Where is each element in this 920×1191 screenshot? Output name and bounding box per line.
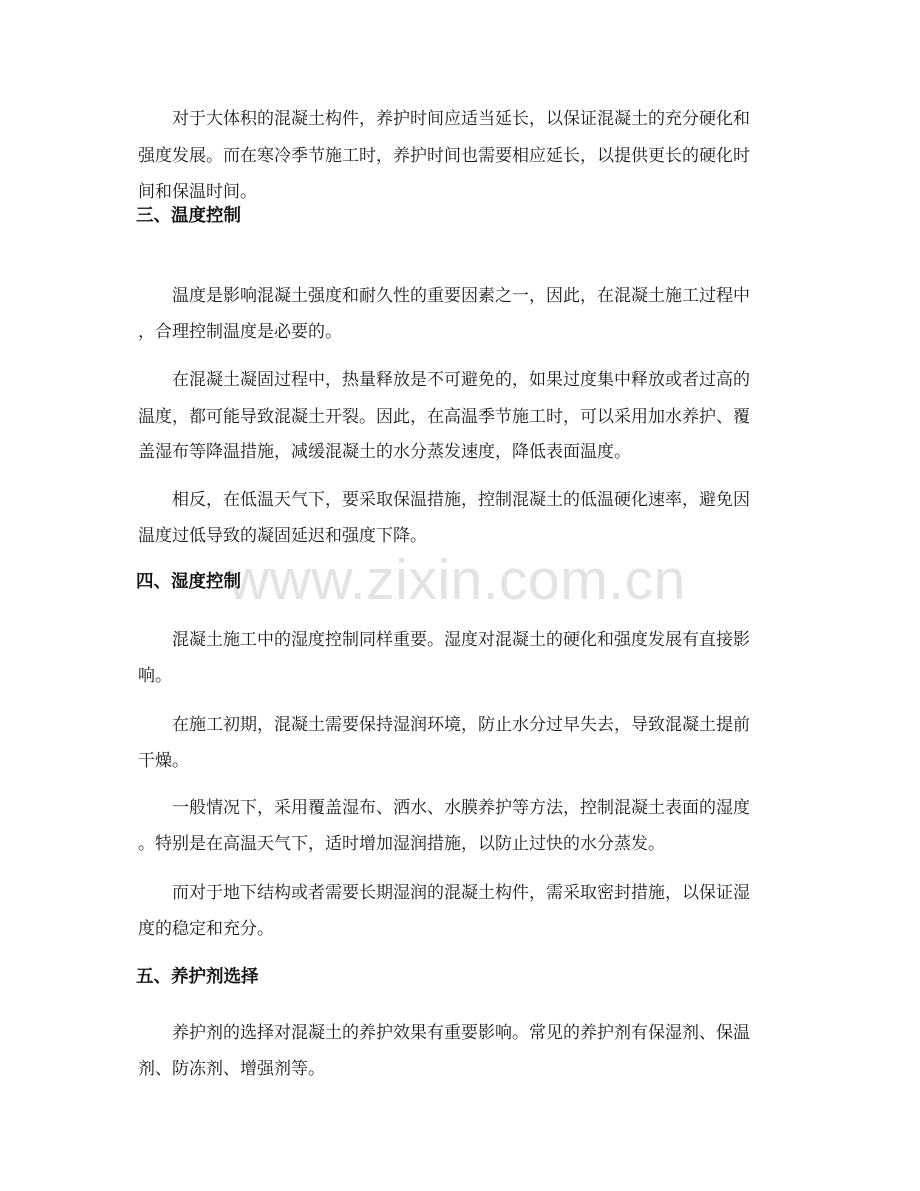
paragraph-line: 养护剂的选择对混凝土的养护效果有重要影响。常见的养护剂有保湿剂、保温 (172, 1023, 750, 1043)
paragraph-line: ，合理控制温度是必要的。 (138, 322, 342, 342)
paragraph-line: 在混凝土凝固过程中，热量释放是不可避免的，如果过度集中释放或者过高的 (172, 370, 750, 390)
paragraph-line: 相反，在低温天气下，要采取保温措施，控制混凝土的低温硬化速率，避免因 (172, 490, 750, 510)
paragraph-line: 。特别是在高温天气下，适时增加湿润措施，以防止过快的水分蒸发。 (138, 834, 665, 854)
paragraph-line: 温度是影响混凝土强度和耐久性的重要因素之一，因此，在混凝土施工过程中 (172, 286, 750, 306)
section-heading: 三、温度控制 (136, 206, 241, 226)
section-heading: 四、湿度控制 (136, 572, 241, 592)
paragraph-line: 强度发展。而在寒冷季节施工时，养护时间也需要相应延长，以提供更长的硬化时 (138, 146, 750, 166)
paragraph-line: 混凝土施工中的湿度控制同样重要。湿度对混凝土的硬化和强度发展有直接影 (172, 630, 750, 650)
paragraph-line: 干燥。 (138, 751, 189, 771)
watermark: www.zixin.com.cn (228, 548, 686, 612)
paragraph-line: 一般情况下，采用覆盖湿布、洒水、水膜养护等方法，控制混凝土表面的湿度 (172, 798, 750, 818)
paragraph-line: 而对于地下结构或者需要长期湿润的混凝土构件，需采取密封措施，以保证湿 (172, 883, 750, 903)
paragraph-line: 剂、防冻剂、增强剂等。 (138, 1059, 325, 1079)
paragraph-line: 对于大体积的混凝土构件，养护时间应适当延长，以保证混凝土的充分硬化和 (172, 109, 750, 129)
paragraph-line: 盖湿布等降温措施，减缓混凝土的水分蒸发速度，降低表面温度。 (138, 442, 631, 462)
paragraph-line: 度的稳定和充分。 (138, 919, 274, 939)
paragraph-line: 温度，都可能导致混凝土开裂。因此，在高温季节施工时，可以采用加水养护、覆 (138, 407, 750, 427)
paragraph-line: 温度过低导致的凝固延迟和强度下降。 (138, 526, 427, 546)
paragraph-line: 在施工初期，混凝土需要保持湿润环境，防止水分过早失去，导致混凝土提前 (172, 715, 750, 735)
paragraph-line: 间和保温时间。 (138, 182, 257, 202)
paragraph-line: 响。 (138, 666, 172, 686)
section-heading: 五、养护剂选择 (136, 967, 259, 987)
